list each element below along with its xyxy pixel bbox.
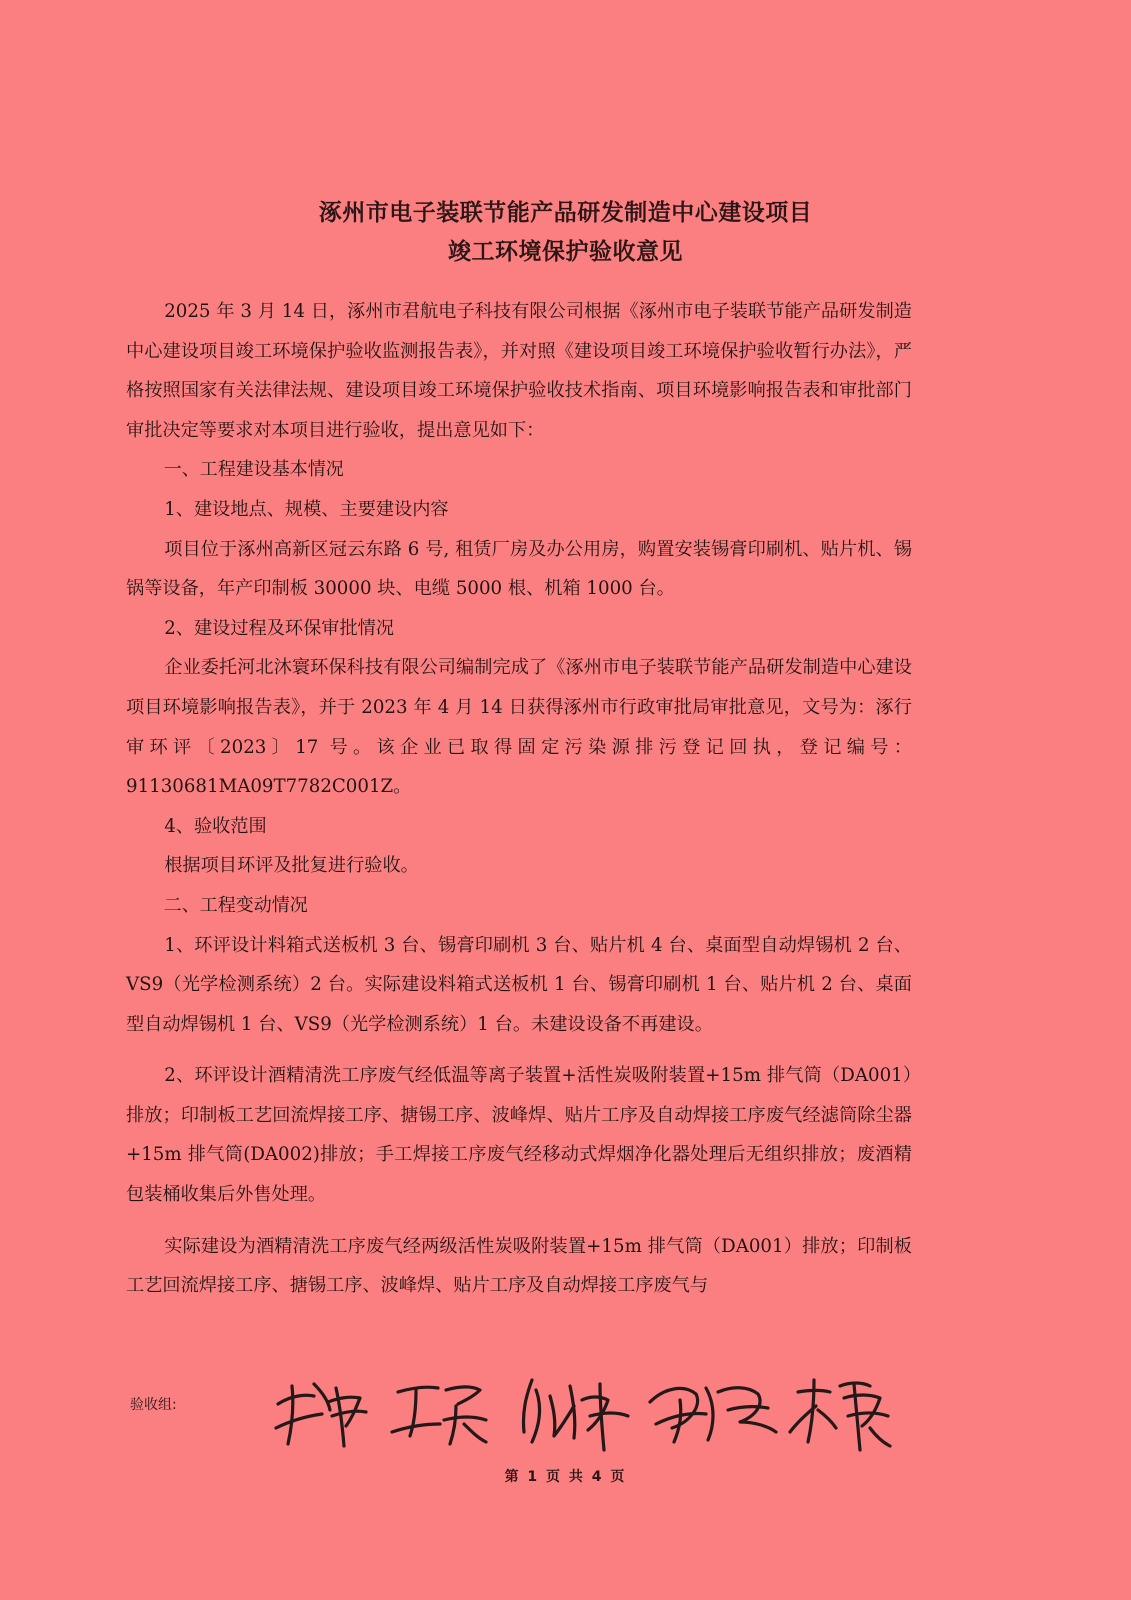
signature-5 <box>790 1380 890 1450</box>
paragraph-intro: 2025 年 3 月 14 日，涿州市君航电子科技有限公司根据《涿州市电子装联节能产品研发制造中心建设项目竣工环境保护验收监测报告表》，并对照《建设项目竣工环境保护验收暂行办法》，严格按照国家有关法律法规、建设项目竣工环境保护验收技术指南、项目环境影响报告表和审批部门审批决定等要求对本项目进行验收，提出意见如下： <box>126 301 912 441</box>
signature-3 <box>523 1380 628 1450</box>
document-title-line-2: 竣工环境保护验收意见 <box>448 239 683 265</box>
paragraph-equipment-change: 1、环评设计料箱式送板机 3 台、锡膏印刷机 3 台、贴片机 4 台、桌面型自动焊锡机 2 台、VS9（光学检测系统）2 台。实际建设料箱式送板机 1 台、锡膏印刷机 1 台、贴片机 2 台、桌面型自动焊锡机 1 台、VS9（光学检测系统）1 台。未建设设备不再建设。 <box>126 934 912 1035</box>
paragraph-actual-exhaust: 实际建设为酒精清洗工序废气经两级活性炭吸附装置+15m 排气筒（DA001）排放；印制板工艺回流焊接工序、搪锡工序、波峰焊、贴片工序及自动焊接工序废气与 <box>126 1235 912 1297</box>
acceptance-group-signatures <box>130 1378 930 1468</box>
signature-2 <box>392 1387 486 1444</box>
subheading-scope: 4、验收范围 <box>164 815 267 837</box>
page-number-footer: 第 1 页 共 4 页 <box>504 1469 627 1485</box>
section-heading-1: 一、工程建设基本情况 <box>163 459 344 481</box>
section-heading-2: 二、工程变动情况 <box>163 894 308 916</box>
subheading-location: 1、建设地点、规模、主要建设内容 <box>164 498 449 520</box>
handwritten-signatures <box>270 1366 910 1456</box>
document-body <box>126 292 912 1306</box>
subheading-approval: 2、建设过程及环保审批情况 <box>164 617 395 639</box>
document-title-line-1: 涿州市电子装联节能产品研发制造中心建设项目 <box>318 200 813 226</box>
signature-4 <box>650 1388 776 1442</box>
acceptance-group-label: 验收组: <box>130 1397 177 1413</box>
paragraph-location: 项目位于涿州高新区冠云东路 6 号, 租赁厂房及办公用房，购置安装锡膏印刷机、贴片机、锡锅等设备，年产印制板 30000 块、电缆 5000 根、机箱 1000 台。 <box>126 538 912 600</box>
paragraph-design-exhaust: 2、环评设计酒精清洗工序废气经低温等离子装置+活性炭吸附装置+15m 排气筒（DA001）排放；印制板工艺回流焊接工序、搪锡工序、波峰焊、贴片工序及自动焊接工序废气经滤筒除尘器+15m 排气筒(DA002)排放；手工焊接工序废气经移动式焊烟净化器处理后无组织排放；废酒精包装桶收集后外售处理。 <box>126 1065 912 1206</box>
paragraph-scope: 根据项目环评及批复进行验收。 <box>164 855 419 877</box>
paragraph-approval: 企业委托河北沐寰环保科技有限公司编制完成了《涿州市电子装联节能产品研发制造中心建设项目环境影响报告表》，并于 2023 年 4 月 14 日获得涿州市行政审批局审批意见，文号为：涿行审环评〔2023〕17 号。该企业已取得固定污染源排污登记回执，登记编号：91130681MA09T7782C001Z。 <box>126 657 912 798</box>
signature-1 <box>276 1384 366 1446</box>
